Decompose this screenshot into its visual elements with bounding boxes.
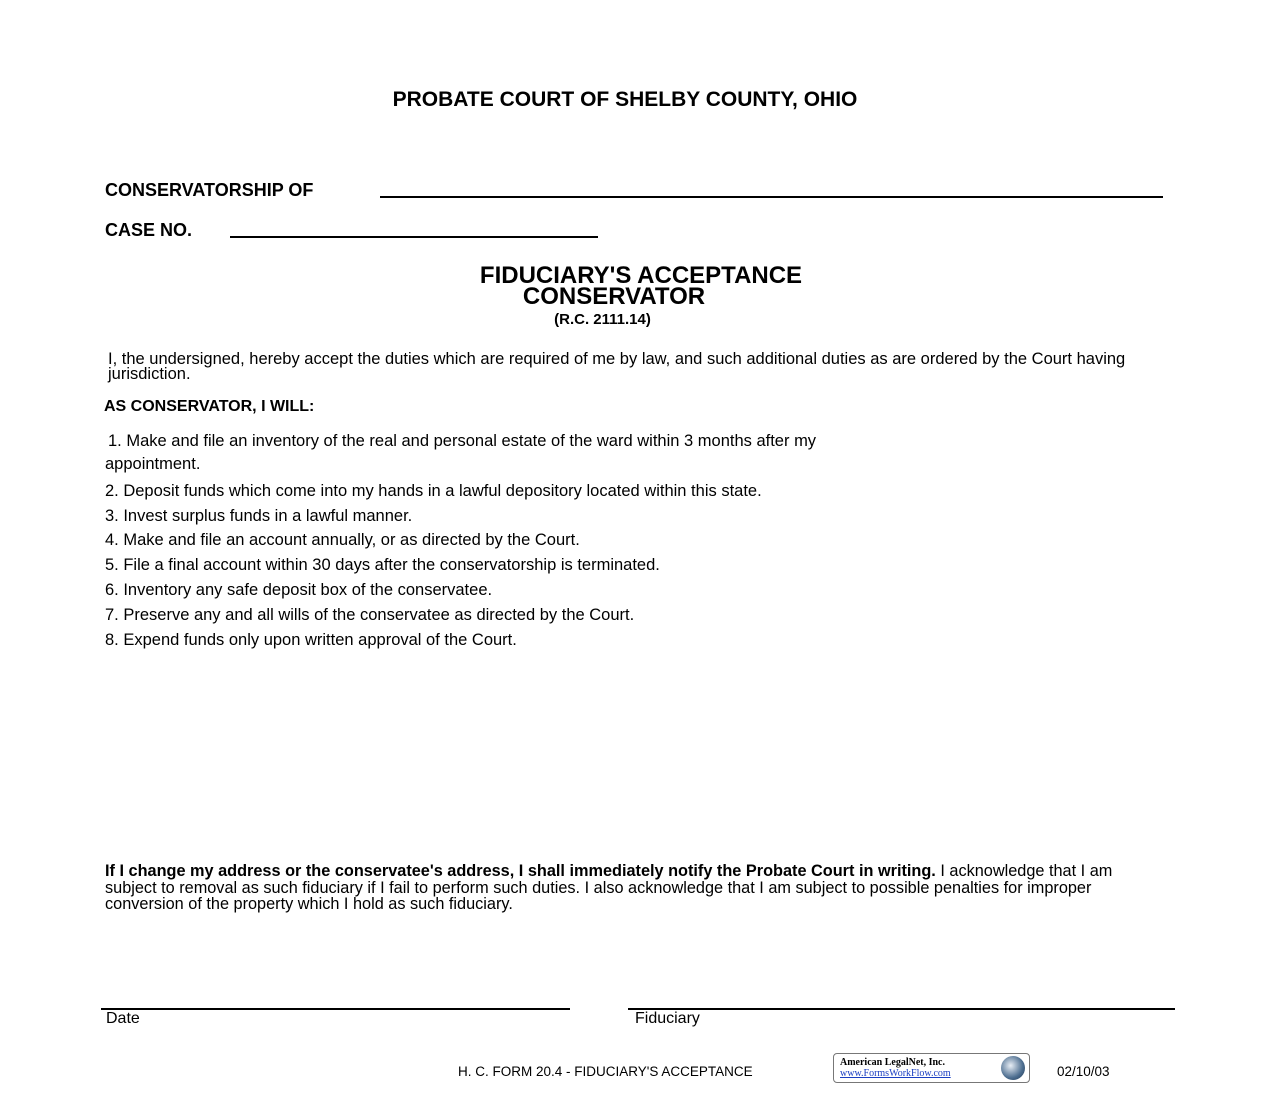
fiduciary-signature-field[interactable]: [628, 1008, 1175, 1010]
intro-text: I, the undersigned, hereby accept the duties which are required of me by law, and such additional duties as are ordered by the Court having jurisdiction.: [108, 350, 1126, 383]
duty-item: 4. Make and file an account annually, or as directed by the Court.: [105, 531, 580, 549]
form-title: FIDUCIARY'S ACCEPTANCE: [479, 262, 803, 289]
duty-item: 6. Inventory any safe deposit box of the conservatee.: [105, 581, 493, 599]
footer-form: H. C. FORM 20.4 - FIDUCIARY'S ACCEPTANCE: [458, 1064, 753, 1079]
statute: (R.C. 2111.14): [554, 311, 651, 328]
duty-item: 1. Make and file an inventory of the real and personal estate of the ward within 3 months after my: [108, 432, 817, 450]
fiduciary-label: Fiduciary: [635, 1010, 700, 1027]
date-field[interactable]: [101, 1008, 570, 1010]
date-label: Date: [106, 1010, 140, 1027]
notice-rest: I acknowledge that I am subject to removal as such fiduciary if I fail to perform such duties. I also acknowledge that I am subject to possible penalties for improper conversion of the property which I hold as such fiduciary.: [105, 862, 1113, 913]
conservatorship-field[interactable]: [380, 196, 1163, 198]
duty-item: 2. Deposit funds which come into my hands in a lawful depository located within this state.: [105, 482, 762, 500]
court-name: PROBATE COURT OF SHELBY COUNTY, OHIO: [392, 88, 858, 111]
logo-name: American LegalNet, Inc.: [840, 1057, 945, 1068]
legalnet-logo[interactable]: [833, 1053, 1030, 1083]
duty-item: appointment.: [105, 455, 201, 473]
notice-bold: If I change my address or the conservatee's address, I shall immediately notify the Probate Court in writing.: [105, 862, 936, 880]
form-subtitle: CONSERVATOR: [522, 283, 706, 310]
duties-heading: AS CONSERVATOR, I WILL:: [104, 398, 315, 415]
case-label: CASE NO.: [105, 220, 193, 240]
notice-text: [105, 863, 1165, 913]
case-number-field[interactable]: [230, 236, 598, 238]
duty-item: 5. File a final account within 30 days after the conservatorship is terminated.: [105, 556, 660, 574]
globe-icon: [1001, 1056, 1025, 1080]
logo-url[interactable]: www.FormsWorkFlow.com: [840, 1068, 951, 1079]
conservatorship-label: CONSERVATORSHIP OF: [105, 180, 314, 200]
duty-item: 7. Preserve any and all wills of the conservatee as directed by the Court.: [105, 606, 635, 624]
duty-item: 8. Expend funds only upon written approval of the Court.: [105, 631, 517, 649]
duty-item: 3. Invest surplus funds in a lawful manner.: [105, 507, 413, 525]
footer-date: 02/10/03: [1057, 1064, 1110, 1079]
